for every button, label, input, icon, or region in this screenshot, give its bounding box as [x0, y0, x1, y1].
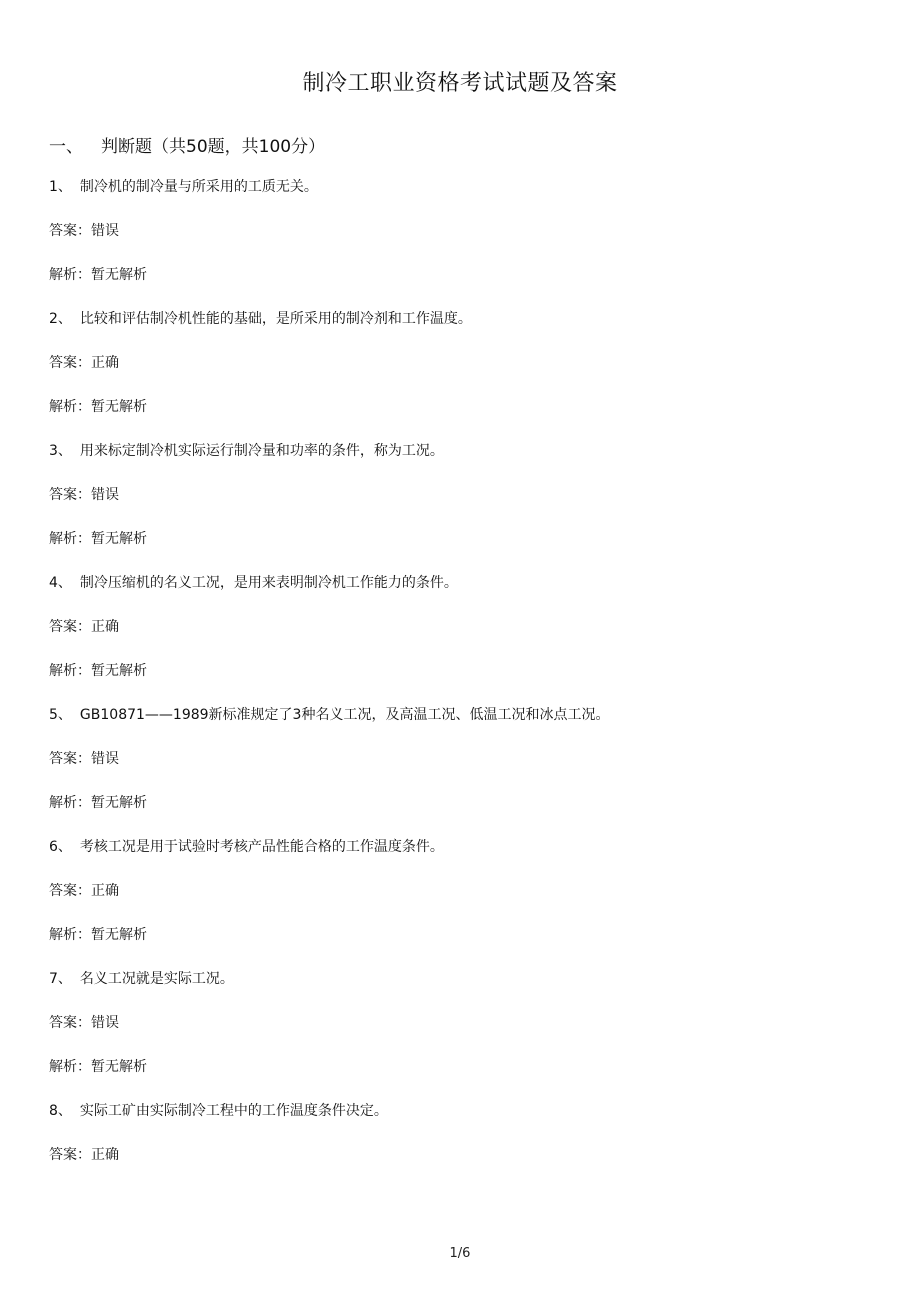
answer-value: 正确 [91, 1147, 119, 1163]
analysis-2 [49, 394, 879, 438]
question-list [49, 174, 879, 1186]
answer-3 [49, 482, 879, 526]
answer-label: 答案： [49, 883, 91, 899]
answer-8 [49, 1142, 879, 1186]
answer-value: 正确 [91, 355, 119, 371]
question-text: 用来标定制冷机实际运行制冷量和功率的条件，称为工况。 [79, 443, 444, 459]
question-text: 制冷机的制冷量与所采用的工质无关。 [79, 179, 318, 195]
section-heading [49, 133, 325, 161]
question-number: 2、 [49, 311, 72, 327]
question-text: GB10871——1989新标准规定了3种名义工况，及高温工况、低温工况和冰点工况。 [79, 707, 610, 723]
analysis-label: 解析： [49, 399, 91, 415]
question-text: 制冷压缩机的名义工况，是用来表明制冷机工作能力的条件。 [79, 575, 458, 591]
question-number: 4、 [49, 575, 72, 591]
answer-6 [49, 878, 879, 922]
analysis-value: 暂无解析 [91, 795, 147, 811]
question-1 [49, 174, 879, 218]
analysis-7 [49, 1054, 879, 1098]
question-3 [49, 438, 879, 482]
section-number: 一、 [49, 137, 83, 157]
answer-value: 错误 [91, 751, 119, 767]
analysis-label: 解析： [49, 531, 91, 547]
question-7 [49, 966, 879, 1010]
question-number: 7、 [49, 971, 72, 987]
answer-label: 答案： [49, 487, 91, 503]
answer-2 [49, 350, 879, 394]
question-2 [49, 306, 879, 350]
answer-7 [49, 1010, 879, 1054]
question-number: 1、 [49, 179, 72, 195]
answer-label: 答案： [49, 751, 91, 767]
answer-label: 答案： [49, 223, 91, 239]
answer-label: 答案： [49, 1147, 91, 1163]
analysis-label: 解析： [49, 927, 91, 943]
analysis-label: 解析： [49, 267, 91, 283]
document-title: 制冷工职业资格考试试题及答案 [302, 71, 618, 96]
answer-value: 正确 [91, 619, 119, 635]
question-number: 5、 [49, 707, 72, 723]
analysis-value: 暂无解析 [91, 267, 147, 283]
analysis-4 [49, 658, 879, 702]
answer-value: 正确 [91, 883, 119, 899]
answer-value: 错误 [91, 223, 119, 239]
question-4 [49, 570, 879, 614]
question-number: 8、 [49, 1103, 72, 1119]
analysis-label: 解析： [49, 663, 91, 679]
analysis-label: 解析： [49, 795, 91, 811]
answer-value: 错误 [91, 1015, 119, 1031]
analysis-3 [49, 526, 879, 570]
analysis-value: 暂无解析 [91, 531, 147, 547]
question-text: 比较和评估制冷机性能的基础，是所采用的制冷剂和工作温度。 [79, 311, 472, 327]
question-5 [49, 702, 879, 746]
page-number: 1/6 [449, 1246, 471, 1261]
question-text: 名义工况就是实际工况。 [79, 971, 234, 987]
question-number: 6、 [49, 839, 72, 855]
analysis-value: 暂无解析 [91, 399, 147, 415]
analysis-label: 解析： [49, 1059, 91, 1075]
analysis-1 [49, 262, 879, 306]
section-title: 判断题（共50题，共100分） [101, 137, 326, 157]
analysis-value: 暂无解析 [91, 1059, 147, 1075]
question-text: 考核工况是用于试验时考核产品性能合格的工作温度条件。 [79, 839, 444, 855]
analysis-value: 暂无解析 [91, 927, 147, 943]
answer-1 [49, 218, 879, 262]
answer-4 [49, 614, 879, 658]
question-number: 3、 [49, 443, 72, 459]
answer-label: 答案： [49, 1015, 91, 1031]
analysis-5 [49, 790, 879, 834]
answer-value: 错误 [91, 487, 119, 503]
question-text: 实际工矿由实际制冷工程中的工作温度条件决定。 [79, 1103, 388, 1119]
answer-label: 答案： [49, 355, 91, 371]
answer-label: 答案： [49, 619, 91, 635]
answer-5 [49, 746, 879, 790]
analysis-6 [49, 922, 879, 966]
question-6 [49, 834, 879, 878]
analysis-value: 暂无解析 [91, 663, 147, 679]
question-8 [49, 1098, 879, 1142]
